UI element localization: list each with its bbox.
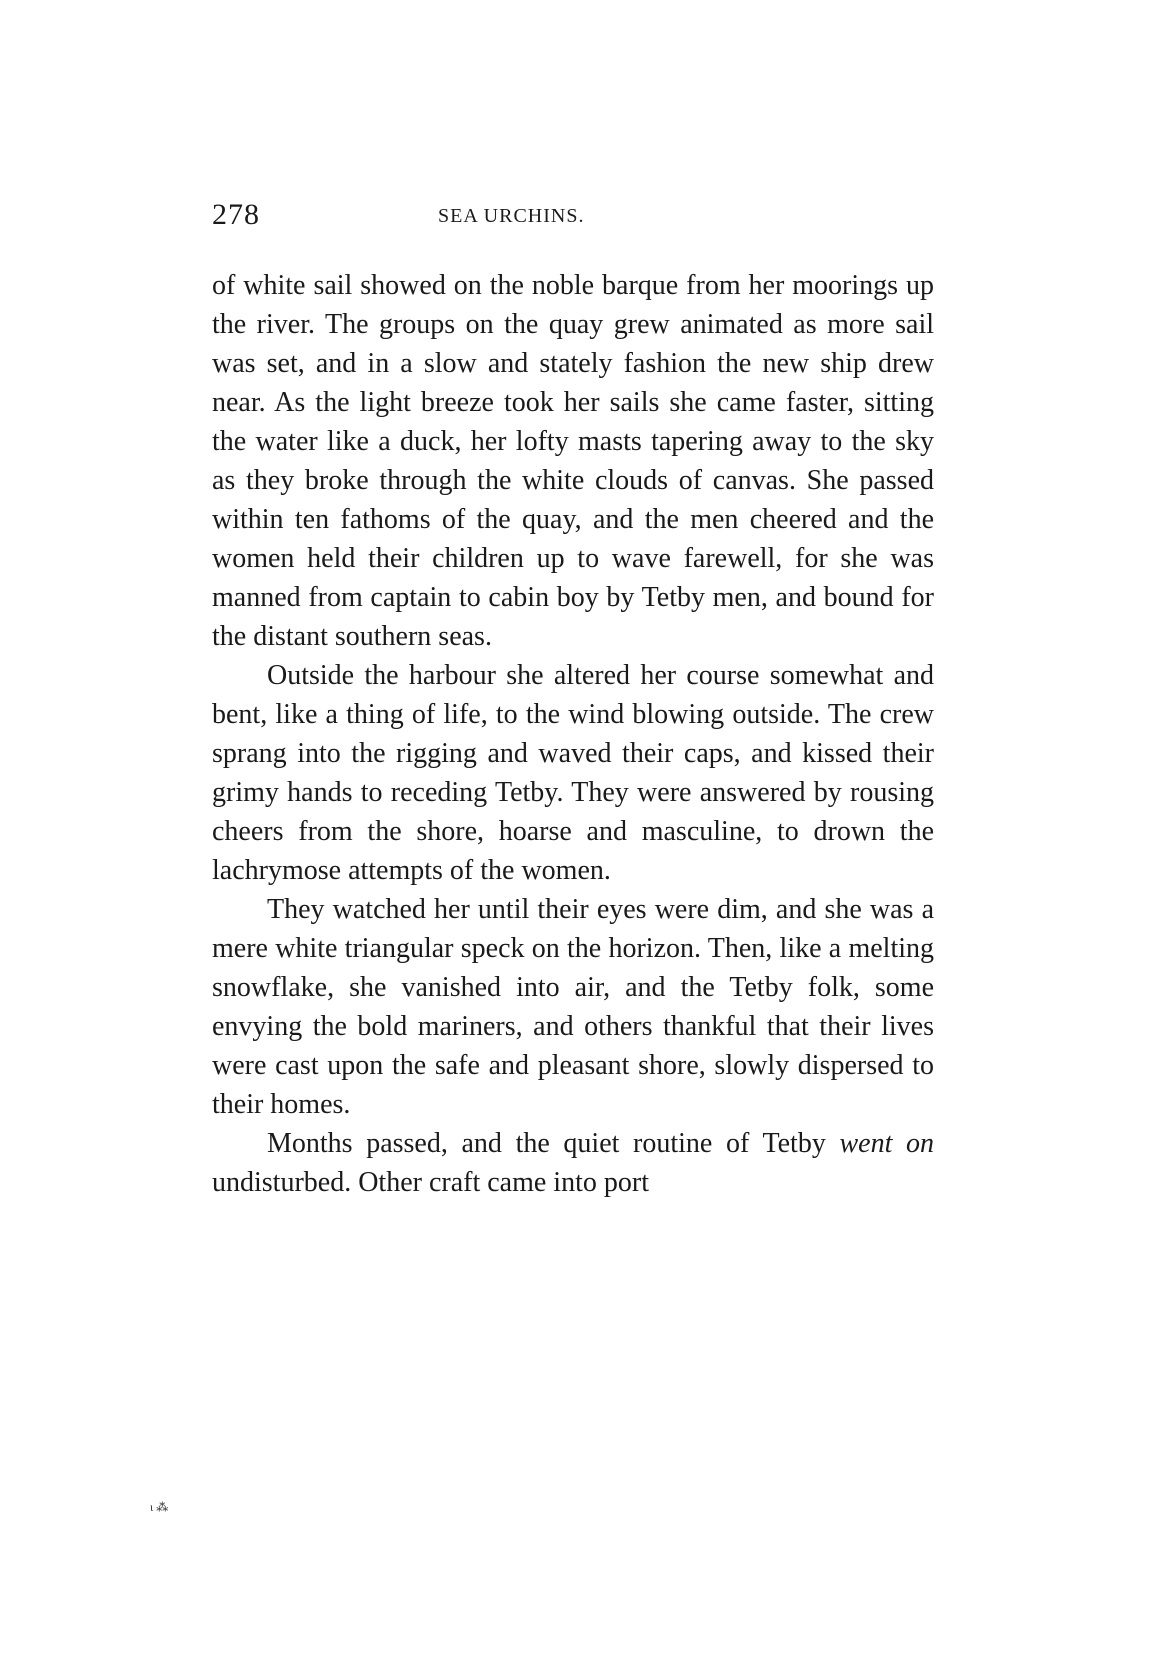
signature-mark: ι ⁂ <box>150 1500 169 1514</box>
paragraph-text: Months passed, and the quiet routine of Tetby <box>267 1128 840 1159</box>
paragraph-text: undisturbed. Other craft came into port <box>212 1167 649 1198</box>
italic-text: went on <box>839 1128 934 1159</box>
paragraph: Outside the harbour she altered her course somewhat and bent, like a thing of life, to the wind blowing outside. The crew sprang into the rigging and waved their caps, and kissed their grimy hands to receding Tetby. They were answered by rousing cheers from the shore, hoarse and masculine, to drown the lachrymose attempts of the women. <box>212 660 934 886</box>
running-title: SEA URCHINS. <box>438 205 585 227</box>
paragraph-continued: of white sail showed on the noble barque from her moorings up the river. The groups on the quay grew animated as more sail was set, and in a slow and stately fashion the new ship drew near. As the light breeze took her sails she came faster, sitting the water like a duck, her lofty masts tapering away to the sky as they broke through the white clouds of canvas. She passed within ten fathoms of the quay, and the men cheered and the women held their children up to wave farewell, for she was manned from captain to cabin boy by Tetby men, and bound for the distant southern seas. <box>212 270 934 652</box>
running-head <box>212 198 934 238</box>
paragraph: They watched her until their eyes were dim, and she was a mere white triangular speck on the horizon. Then, like a melting snowflake, she vanished into air, and the Tetby folk, some envying the bold mariners, and others thankful that their lives were cast upon the safe and pleasant shore, slowly dispersed to their homes. <box>212 894 934 1120</box>
paragraph-last <box>212 1124 934 1202</box>
body-text <box>212 266 934 1202</box>
page-number: 278 <box>212 198 260 231</box>
